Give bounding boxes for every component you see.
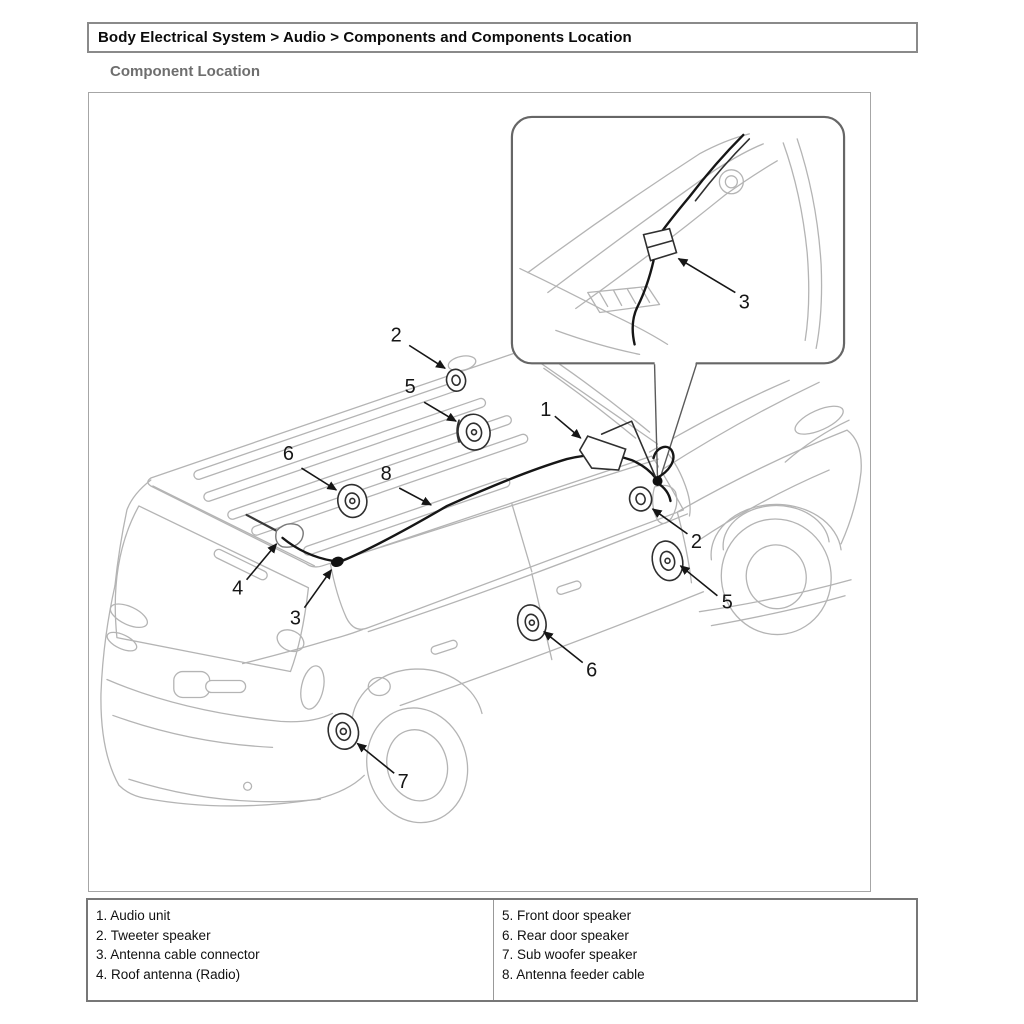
callout-tweeter-far <box>391 324 445 368</box>
legend-item: 4. Roof antenna (Radio) <box>96 966 241 982</box>
fuel-door <box>368 678 390 696</box>
rear-wheel <box>354 697 480 835</box>
inset-box <box>512 117 844 363</box>
callout-label: 1 <box>540 399 552 422</box>
legend-item: 2. Tweeter speaker <box>96 927 211 943</box>
legend-item: 8. Antenna feeder cable <box>502 966 645 982</box>
callout-label: 3 <box>738 291 750 314</box>
callout-label: 2 <box>390 324 402 347</box>
legend-column-right <box>494 900 916 1000</box>
callout-front-door-speaker-near <box>680 566 732 614</box>
callout-label: 6 <box>282 443 295 466</box>
breadcrumb <box>87 22 918 53</box>
hatch-handle <box>174 672 246 698</box>
callout-label: 4 <box>232 577 244 600</box>
audio-unit <box>580 421 656 477</box>
rear-door-handle <box>430 639 458 655</box>
front-door-handle <box>556 580 582 595</box>
inset-detail <box>512 117 844 481</box>
legend-table <box>86 898 918 1002</box>
legend-item: 1. Audio unit <box>96 908 171 923</box>
component-location-figure <box>88 92 871 892</box>
tail-lamp-far <box>107 599 151 632</box>
pillar-cable-junction <box>653 476 663 486</box>
callout-rear-door-speaker-near <box>544 632 597 682</box>
callout-audio-unit <box>540 399 580 438</box>
breadcrumb-text: Body Electrical System > Audio > Components and Components Location <box>98 29 632 46</box>
callout-label: 2 <box>690 530 702 553</box>
section-title: Component Location <box>110 63 260 80</box>
legend-item: 6. Rear door speaker <box>502 927 629 943</box>
inset-pointer-tail <box>655 360 697 481</box>
legend-item: 5. Front door speaker <box>502 908 632 923</box>
callout-label: 3 <box>289 607 302 630</box>
legend-item: 7. Sub woofer speaker <box>502 947 638 962</box>
front-door-speaker-near-side <box>648 538 687 584</box>
callout-label: 6 <box>586 659 598 682</box>
tweeter-speaker-near-side <box>627 485 653 513</box>
rear-door-speaker-near-side <box>514 602 550 644</box>
callout-antenna-connector-roof <box>290 570 331 630</box>
front-wheel <box>712 510 840 643</box>
callout-label: 5 <box>404 376 416 399</box>
legend-item: 3. Antenna cable connector <box>96 947 260 962</box>
callout-label: 8 <box>380 463 392 486</box>
antenna-cable-connector-roof <box>330 555 346 569</box>
legend-column-left <box>88 900 494 1000</box>
sub-woofer-speaker <box>324 710 362 752</box>
callout-label: 7 <box>397 771 409 794</box>
callout-sub-woofer <box>357 743 408 793</box>
rear-door-speaker-far-side <box>335 482 369 519</box>
component-location-diagram <box>89 93 870 891</box>
callout-label: 5 <box>721 591 733 614</box>
